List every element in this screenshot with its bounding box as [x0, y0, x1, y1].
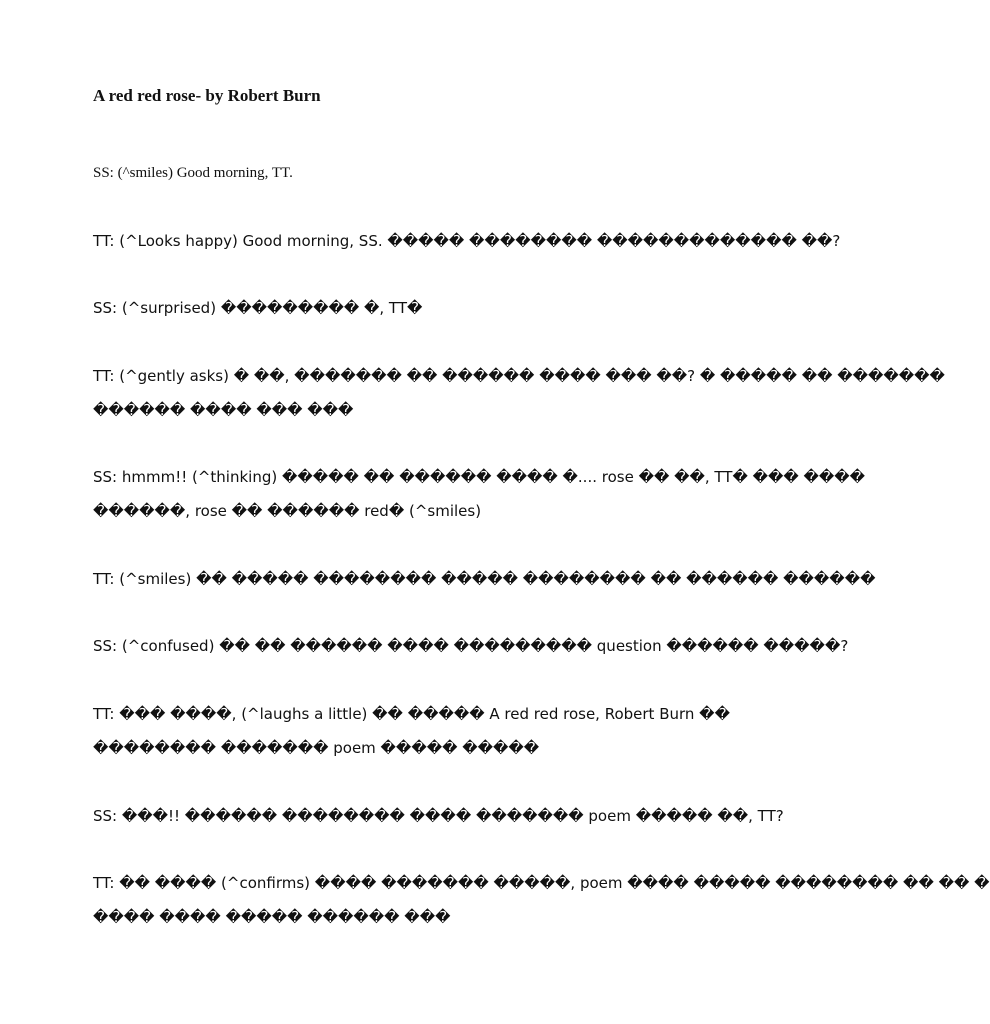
dialogue-line-9: SS: ���!! ������ �������� ���� ������� poem ����� ��, TT? [93, 807, 784, 825]
dialogue-line-5: SS: hmmm!! (^thinking) ����� �� ������ ���� �.... rose �� ��, TT� ��� ���� [93, 468, 866, 486]
document-title: A red red rose- by Robert Burn [93, 86, 321, 105]
dialogue-paragraph-8 [93, 697, 730, 765]
dialogue-line-1: SS: (^smiles) Good morning, TT. [93, 165, 293, 181]
dialogue-paragraph-6 [93, 562, 876, 596]
dialogue-paragraph-4 [93, 359, 945, 427]
dialogue-line-5-cont: ������, rose �� ������ red� (^smiles) [93, 502, 482, 520]
dialogue-line-8-cont: �������� ������� poem ����� ����� [93, 739, 540, 757]
dialogue-paragraph-7 [93, 629, 849, 663]
dialogue-paragraph-10 [93, 866, 990, 934]
dialogue-line-10: TT: �� ���� (^confirms) ���� ������� �����, poem ���� ����� �������� �� �� � [93, 874, 990, 892]
dialogue-line-4-cont: ������ ���� ��� ��� [93, 401, 354, 419]
dialogue-paragraph-2 [93, 224, 841, 258]
dialogue-line-4: TT: (^gently asks) � ��, ������� �� ������ ���� ��� ��? � ����� �� ������� [93, 367, 945, 385]
dialogue-line-6: TT: (^smiles) �� ����� �������� ����� �������� �� ������ ������ [93, 570, 876, 588]
dialogue-line-8: TT: ��� ����, (^laughs a little) �� ����� A red red rose, Robert Burn �� [93, 705, 730, 723]
dialogue-line-10-cont: ���� ���� ����� ������ ��� [93, 908, 451, 926]
dialogue-line-2: TT: (^Looks happy) Good morning, SS. ����� �������� ������������� ��? [93, 232, 841, 250]
dialogue-line-3: SS: (^surprised) ��������� �, TT� [93, 299, 423, 317]
dialogue-paragraph-9 [93, 799, 784, 833]
dialogue-paragraph-5 [93, 460, 866, 528]
dialogue-paragraph-3 [93, 291, 673, 325]
dialogue-line-7: SS: (^confused) �� �� ������ ���� ��������� question ������ �����? [93, 637, 849, 655]
